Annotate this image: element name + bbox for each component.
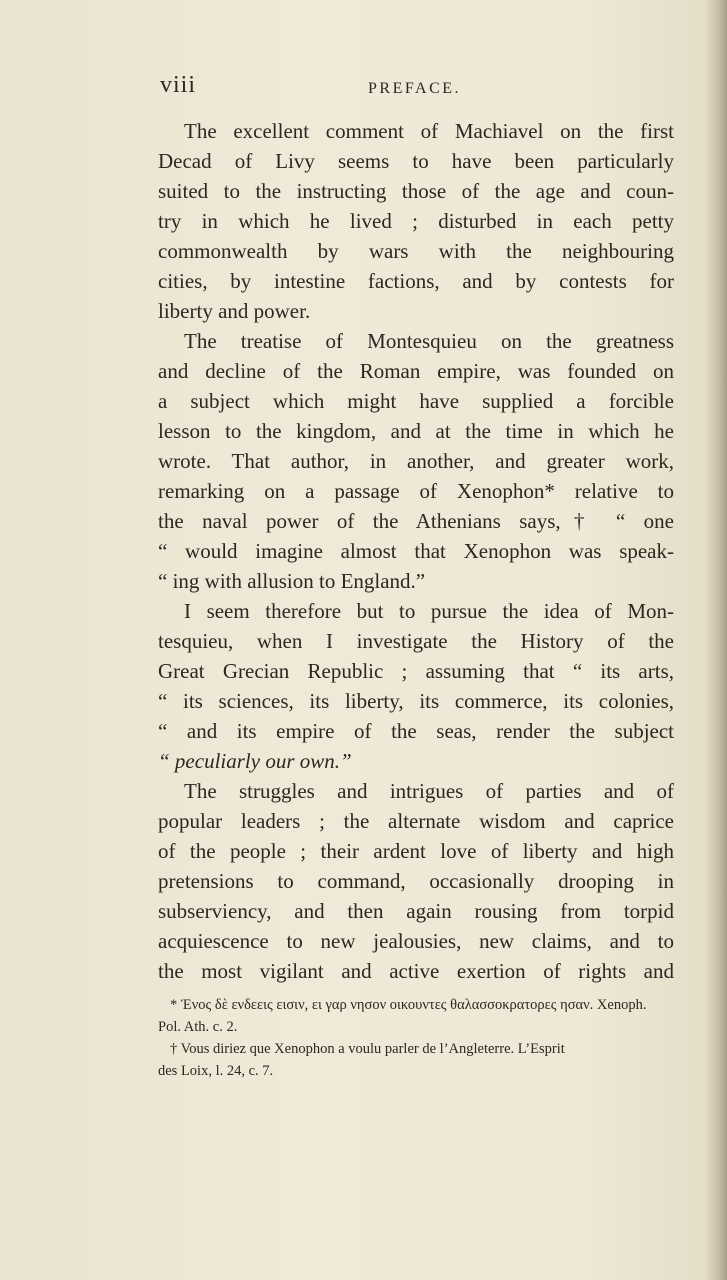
body-line: cities, by intestine factions, and by contests for — [158, 269, 674, 293]
body-line: “ peculiarly our own.” — [158, 749, 352, 773]
body-line: “ and its empire of the seas, render the subject — [158, 719, 674, 743]
body-line: tesquieu, when I investigate the History of the — [158, 629, 674, 653]
body-line: The treatise of Montesquieu on the greatness — [184, 329, 674, 353]
body-line: and decline of the Roman empire, was founded on — [158, 359, 674, 383]
body-line: wrote. That author, in another, and greater work, — [158, 449, 674, 473]
body-line: the most vigilant and active exertion of rights and — [158, 959, 674, 983]
body-line: Decad of Livy seems to have been particularly — [158, 149, 674, 173]
body-line: try in which he lived ; disturbed in each petty — [158, 209, 674, 233]
body-line: “ its sciences, its liberty, its commerce, its colonies, — [158, 689, 674, 713]
page-edge-shadow — [705, 0, 727, 1280]
body-line: remarking on a passage of Xenophon* relative to — [158, 479, 674, 503]
body-line: popular leaders ; the alternate wisdom and caprice — [158, 809, 674, 833]
page-number: viii — [160, 72, 197, 98]
body-line: suited to the instructing those of the age and coun- — [158, 179, 674, 203]
footnote-line: des Loix, l. 24, c. 7. — [158, 1063, 274, 1079]
body-line: “ ing with allusion to England.” — [158, 569, 426, 593]
body-line: a subject which might have supplied a forcible — [158, 389, 674, 413]
footnote-line: * Ἐνος δὲ ενδεεις εισιν, ει γαρ νησον οικουντες θαλασσοκρατορες ησαν. Xenoph. — [170, 997, 647, 1013]
body-line: The excellent comment of Machiavel on the first — [184, 119, 674, 143]
footnote-line: Pol. Ath. c. 2. — [158, 1019, 238, 1035]
body-line: The struggles and intrigues of parties and of — [184, 779, 674, 803]
body-text — [158, 116, 674, 986]
body-line: liberty and power. — [158, 299, 311, 323]
footnote-line: † Vous diriez que Xenophon a voulu parler de l’Angleterre. L’Esprit — [170, 1041, 565, 1057]
body-line: I seem therefore but to pursue the idea of Mon- — [184, 599, 674, 623]
body-line: commonwealth by wars with the neighbouring — [158, 239, 674, 263]
running-head: PREFACE. — [368, 80, 462, 97]
body-line: of the people ; their ardent love of liberty and high — [158, 839, 674, 863]
body-line: the naval power of the Athenians says,† “ one — [158, 509, 674, 533]
footnotes — [158, 994, 674, 1082]
body-line: “ would imagine almost that Xenophon was speak- — [158, 539, 674, 563]
body-line: Great Grecian Republic ; assuming that “ its arts, — [158, 659, 674, 683]
body-line: acquiescence to new jealousies, new claims, and to — [158, 929, 674, 953]
body-line: lesson to the kingdom, and at the time in which he — [158, 419, 674, 443]
body-line: subserviency, and then again rousing from torpid — [158, 899, 674, 923]
body-line: pretensions to command, occasionally drooping in — [158, 869, 674, 893]
